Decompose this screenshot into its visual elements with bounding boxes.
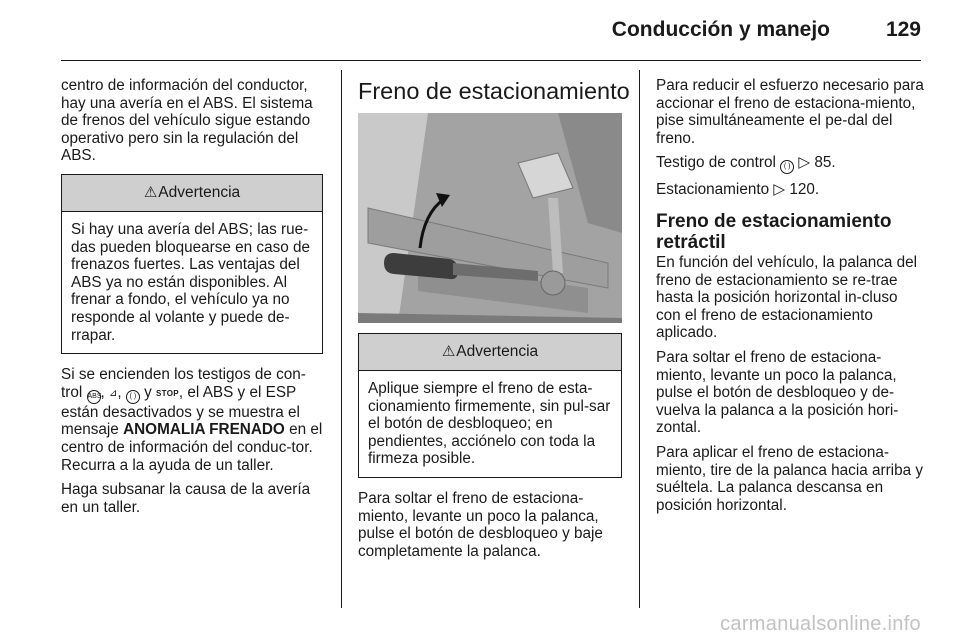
abs-info-paragraph: centro de información del conductor, hay una avería en el ABS. El sistema de frenos del vehículo sigue estando operativo pero sin la regulación del ABS. <box>61 77 313 165</box>
text-segment: en el centro de información del conduc-tor. Recurra a la ayuda de un taller. <box>61 421 323 474</box>
page-reference-link[interactable]: 85. <box>814 154 836 172</box>
parking-reference <box>656 181 924 199</box>
column-right <box>656 77 924 521</box>
text-segment: y <box>144 383 152 401</box>
esp-off-icon: ⊿ <box>109 387 118 399</box>
parking-brake-warning-box <box>358 333 622 478</box>
warning-header <box>62 175 322 212</box>
subsection-title: Freno de estacionamiento retráctil <box>656 210 892 253</box>
text-segment: , el ABS y el ESP están desactivados y se muestra el mensaje <box>61 383 300 439</box>
release-paragraph: Para soltar el freno de estaciona-miento, levante un poco la palanca, pulse el botón de desbloqueo y de-vuelva la palanca a la posición hori-zontal. <box>656 348 899 437</box>
release-paragraph: Para soltar el freno de estaciona-miento, levante un poco la palanca, pulse el botón de desbloqueo y baje completamente la palanca. <box>358 489 603 560</box>
warning-triangle-icon: ⚠ <box>143 184 158 202</box>
page-reference-arrow-icon: ▷ <box>773 181 786 199</box>
warning-triangle-icon: ⚠ <box>441 343 456 361</box>
column-divider-1 <box>341 70 342 608</box>
apply-paragraph: Para aplicar el freno de estaciona-miento, tire de la palanca hacia arriba y suéltela. La palanca descansa en posición horizontal. <box>656 443 923 514</box>
page-reference-arrow-icon: ▷ <box>798 154 811 172</box>
warning-lights-paragraph <box>61 366 323 474</box>
chapter-title: Conducción y manejo <box>611 18 830 41</box>
page-reference-link[interactable]: 120. <box>789 181 820 199</box>
warning-title: Advertencia <box>456 343 539 361</box>
message-text: ANOMALIA FRENADO <box>123 421 285 439</box>
warning-header <box>359 334 621 371</box>
effort-paragraph: Para reducir el esfuerzo necesario para accionar el freno de estaciona-miento, pise simultáneamente el pe-dal del freno. <box>656 77 924 147</box>
column-divider-2 <box>639 70 640 608</box>
brake-warning-icon: ( ) <box>126 390 140 404</box>
text-segment: , <box>100 383 105 401</box>
column-left <box>61 77 323 523</box>
warning-title: Advertencia <box>158 184 241 202</box>
abs-warning-box <box>61 174 323 354</box>
text-segment: Estacionamiento <box>656 181 770 199</box>
retract-paragraph: En función del vehículo, la palanca del freno de estacionamiento se re-trae hasta la posición horizontal in-cluso con el freno de estacionamiento aplicado. <box>656 253 918 342</box>
repair-paragraph: Haga subsanar la causa de la avería en un taller. <box>61 481 311 516</box>
parking-brake-illustration <box>358 113 622 323</box>
section-title: Freno de estacionamiento <box>358 78 630 104</box>
control-light-reference <box>656 154 924 174</box>
abs-warning-icon: ABS <box>87 390 101 404</box>
text-segment: Testigo de control <box>656 154 776 172</box>
text-segment: , <box>117 383 122 401</box>
text-segment: Si se encienden los testigos de con-trol <box>61 366 306 401</box>
brake-warning-icon: ( ) <box>780 160 794 174</box>
warning-body: Si hay una avería del ABS; las rue-das pueden bloquearse en caso de frenazos fuertes. Las ventajas del ABS ya no están disponibles. Al frenar a fondo, el vehículo ya no responde al volante y puede de-rrapar. <box>71 220 310 344</box>
watermark: carmanualsonline.info <box>720 613 921 635</box>
column-middle <box>358 77 630 567</box>
stop-icon: STOP <box>156 388 179 398</box>
page-number: 129 <box>885 18 921 41</box>
header-divider <box>61 60 921 61</box>
parking-brake-photo <box>358 113 622 323</box>
warning-body: Aplique siempre el freno de esta-cionamiento firmemente, sin pul-sar el botón de desbloqueo; en pendientes, acciónelo con toda la firmeza posible. <box>368 380 611 468</box>
